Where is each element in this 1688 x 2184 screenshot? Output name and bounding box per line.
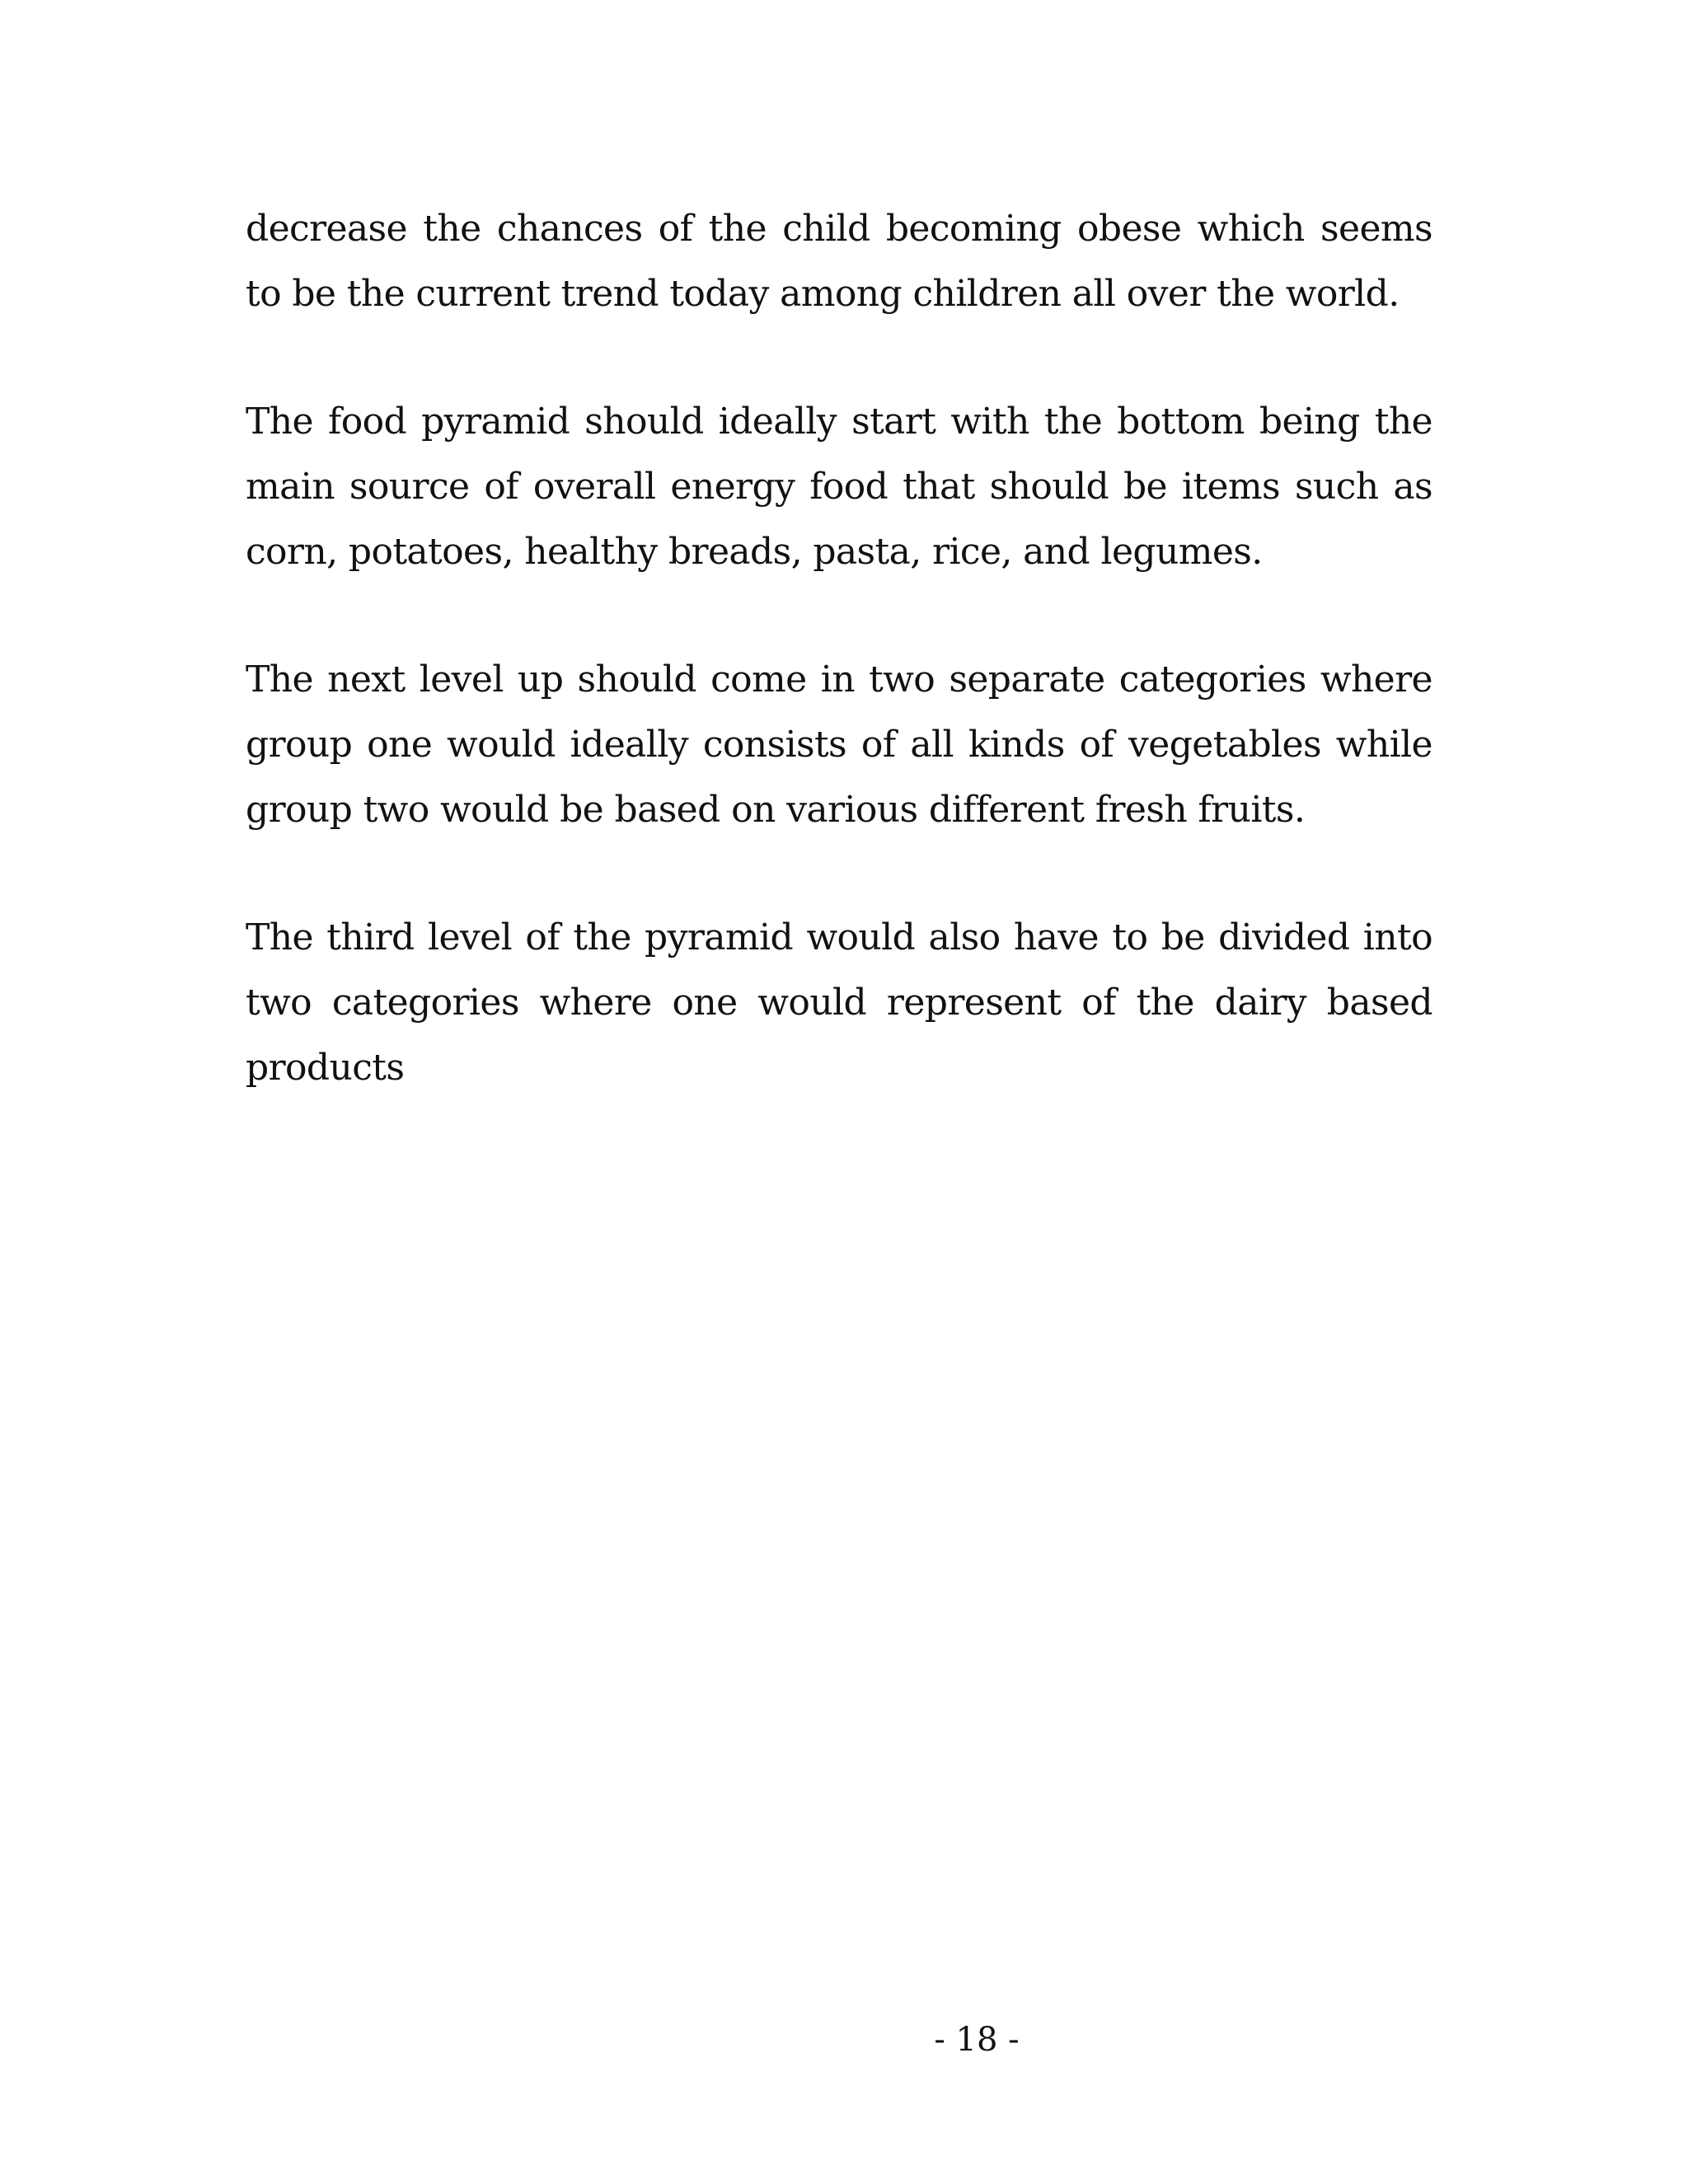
paragraph-1: decrease the chances of the child becoming obese which seems to be the current trend today among children all over the world. [246,208,1432,315]
paragraph-2: The food pyramid should ideally start with the bottom being the main source of overall energy food that should be items such as corn, potatoes, healthy breads, pasta, rice, and legumes. [246,401,1432,573]
paragraph-4: The third level of the pyramid would also have to be divided into two categories where one would represent of the dairy based products [246,916,1432,1089]
paragraph-3: The next level up should come in two separate categories where group one would ideally consists of all kinds of vegetables while group two would be based on various different fresh fruits. [246,658,1432,831]
page-number: - 18 - [934,2021,1020,2059]
